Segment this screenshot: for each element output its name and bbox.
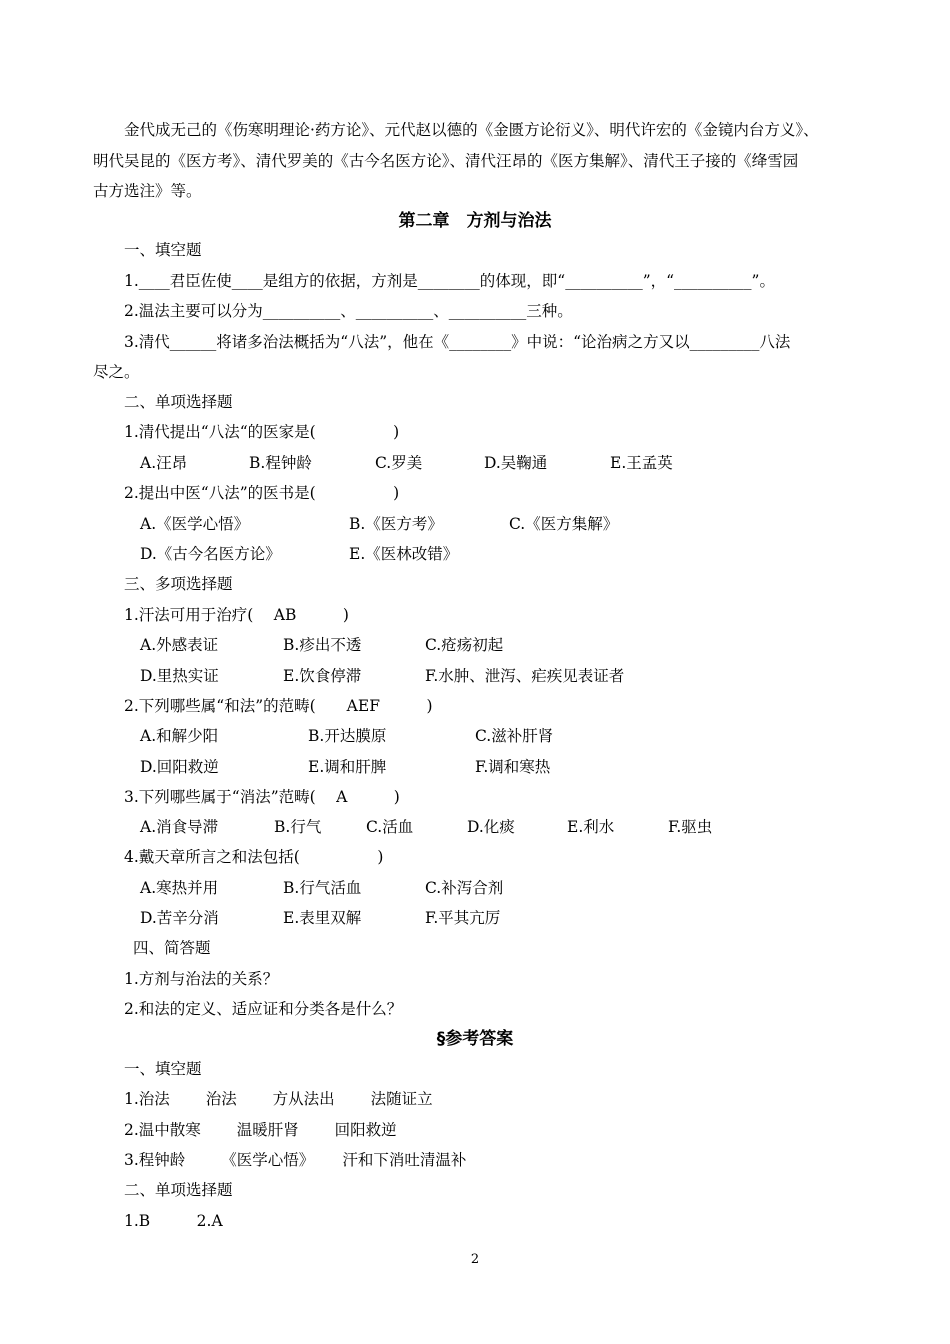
option: A.汪昂 (140, 454, 188, 472)
answer-single: 1.B 2.A (124, 1212, 223, 1230)
intro-line-3: 古方选注》等。 (93, 182, 202, 200)
section-heading-multi: 三、多项选择题 (124, 575, 233, 593)
single-question-1: 1.清代提出“八法“的医家是( ) (124, 423, 400, 441)
option: B.行气活血 (283, 879, 362, 897)
multi-question-1: 1.汗法可用于治疗( AB ) (124, 606, 349, 624)
section-heading-short: 四、简答题 (133, 939, 211, 957)
intro-line-1: 金代成无己的《伤寒明理论·药方论》、元代赵以德的《金匮方论衍义》、明代许宏的《金镜内台方义》、 (124, 121, 819, 139)
option: D.《古今名医方论》 (140, 545, 281, 563)
fill-question-3: 3.清代______将诸多治法概括为“八法”，他在《________》中说：“论治病之方又以_________八法 (124, 333, 791, 351)
option: E.饮食停滞 (283, 667, 362, 685)
option: A.《医学心悟》 (140, 515, 250, 533)
option: B.疹出不透 (283, 636, 362, 654)
intro-line-2: 明代吴昆的《医方考》、清代罗美的《古今名医方论》、清代汪昂的《医方集解》、清代王子接的《绛雪园 (93, 152, 799, 170)
option: D.苦辛分消 (140, 909, 219, 927)
answer-fill-3: 3.程钟龄 《医学心悟》 汗和下消吐清温补 (124, 1151, 467, 1169)
page-number: 2 (470, 1252, 480, 1267)
answers-fill-heading: 一、填空题 (124, 1060, 202, 1078)
option: E.《医林改错》 (349, 545, 459, 563)
option: C.滋补肝肾 (475, 727, 554, 745)
answer-fill-1: 1.治法 治法 方从法出 法随证立 (124, 1090, 433, 1108)
option: B.开达膜原 (308, 727, 387, 745)
section-heading-single: 二、单项选择题 (124, 393, 233, 411)
answers-title: §参考答案 (436, 1029, 514, 1049)
option: C.《医方集解》 (509, 515, 619, 533)
fill-question-2: 2.温法主要可以分为__________、__________、__________三种。 (124, 302, 573, 320)
option: E.表里双解 (283, 909, 362, 927)
option: B.《医方考》 (349, 515, 443, 533)
option: D.化痰 (467, 818, 515, 836)
option: C.疮疡初起 (425, 636, 504, 654)
option: D.里热实证 (140, 667, 219, 685)
option: F.驱虫 (668, 818, 713, 836)
option: F.平其亢厉 (425, 909, 501, 927)
section-heading-fill: 一、填空题 (124, 241, 202, 259)
option: A.外感表证 (140, 636, 219, 654)
option: C.罗美 (375, 454, 423, 472)
short-question-2: 2.和法的定义、适应证和分类各是什么？ (124, 1000, 403, 1018)
short-question-1: 1.方剂与治法的关系？ (124, 970, 279, 988)
fill-question-1: 1.____君臣佐使____是组方的依据，方剂是________的体现，即“__________”，“__________”。 (124, 272, 775, 290)
multi-question-2: 2.下列哪些属“和法”的范畴( AEF ) (124, 697, 433, 715)
fill-question-3-cont: 尽之。 (93, 363, 140, 381)
option: D.吴鞠通 (484, 454, 548, 472)
option: E.王孟英 (610, 454, 673, 472)
answers-single-heading: 二、单项选择题 (124, 1181, 233, 1199)
option: E.利水 (567, 818, 615, 836)
option: D.回阳救逆 (140, 758, 219, 776)
option: A.寒热并用 (140, 879, 219, 897)
option: F.水肿、泄泻、疟疾见表证者 (425, 667, 625, 685)
option: C.补泻合剂 (425, 879, 504, 897)
option: A.和解少阳 (140, 727, 219, 745)
option: A.消食导滞 (140, 818, 219, 836)
single-question-2: 2.提出中医“八法”的医书是( ) (124, 484, 400, 502)
option: F.调和寒热 (475, 758, 551, 776)
answer-fill-2: 2.温中散寒 温暖肝肾 回阳救逆 (124, 1121, 397, 1139)
option: E.调和肝脾 (308, 758, 387, 776)
multi-question-3: 3.下列哪些属于“消法”范畴( A ) (124, 788, 400, 806)
option: C.活血 (366, 818, 414, 836)
option: B.程钟龄 (249, 454, 312, 472)
multi-question-4: 4.戴天章所言之和法包括( ) (124, 848, 384, 866)
option: B.行气 (274, 818, 322, 836)
chapter-title: 第二章 方剂与治法 (398, 211, 552, 231)
